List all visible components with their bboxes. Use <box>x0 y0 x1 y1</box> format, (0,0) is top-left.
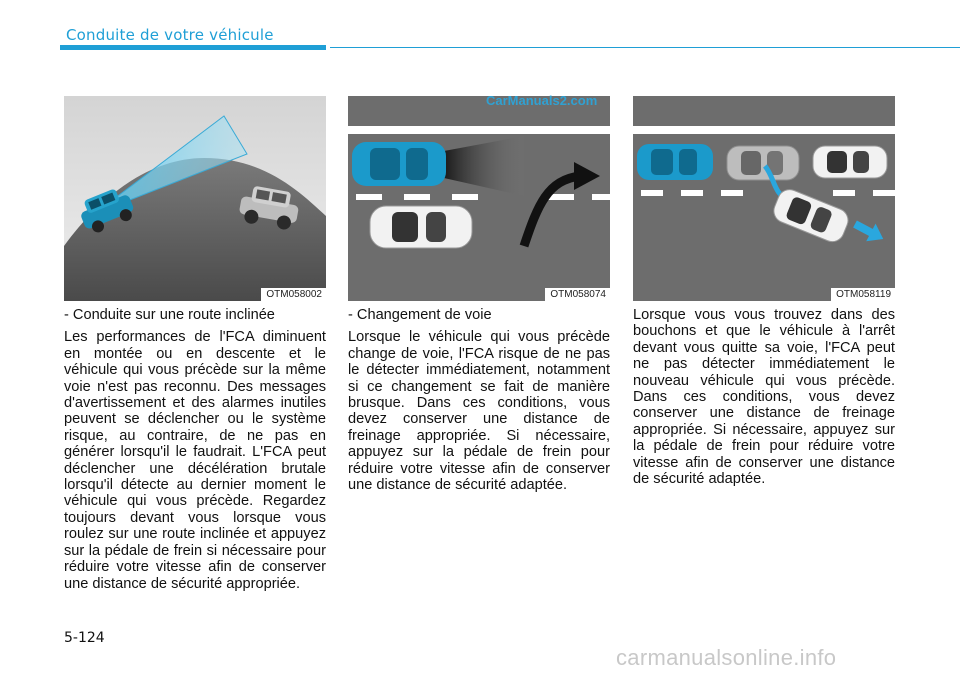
lead-car-lane-change-illustration <box>348 96 610 301</box>
figure-code: OTM058074 <box>545 288 610 301</box>
subhead-lane-change: - Changement de voie <box>348 307 492 323</box>
figure-traffic-jam <box>633 96 895 301</box>
car-on-incline-illustration <box>64 96 326 301</box>
figure-incline <box>64 96 326 301</box>
watermark-top: CarManuals2.com <box>486 93 598 108</box>
column-lane-change-text <box>348 307 610 499</box>
header-rule-thick <box>60 45 326 50</box>
figure-lane-change <box>348 96 610 301</box>
page-number: 5-124 <box>64 630 105 646</box>
header-rule-thin <box>330 47 960 48</box>
paragraph-traffic-jam: Lorsque vous vous trouvez dans des bouchons et que le véhicule à l'arrêt devant vous quitte sa voie, l'FCA peut ne pas détecter immédiatement le nouveau véhicule qui vous précède. Dans ces conditions, vous devez conserver une distance de freinage appropriée. Si nécessaire, appuyez sur la pédale de frein pour réduire votre vitesse afin de conserver une distance de sécurité adaptée. <box>633 307 895 488</box>
column-incline-text <box>64 307 326 598</box>
traffic-jam-lane-change-illustration <box>633 96 895 301</box>
figure-code: OTM058119 <box>831 288 895 301</box>
figure-code: OTM058002 <box>261 288 326 301</box>
column-traffic-jam-text <box>633 307 895 493</box>
page-header-title: Conduite de votre véhicule <box>66 26 274 44</box>
paragraph-incline: Les performances de l'FCA diminuent en montée ou en descente et le véhicule qui vous précède sur la même voie n'est pas reconnu. Des messages d'avertissement et des alarmes inutiles peuvent se déclencher ou le système risque, au contraire, de ne pas en générer lorsqu'il le faudrait. L'FCA peut déclencher une décélération brutale lorsqu'il détecte au dernier moment le véhicule qui vous précède. Regardez toujours devant vous lorsque vous roulez sur une route inclinée et appuyez sur la pédale de frein si nécessaire pour réduire votre vitesse afin de conserver une distance de sécurité appropriée. <box>64 329 326 592</box>
paragraph-lane-change: Lorsque le véhicule qui vous précède change de voie, l'FCA risque de ne pas le détecter immédiatement, notamment si ce changement se fait de manière brusque. Dans ces conditions, vous devez conserver une distance de freinage appropriée. Si nécessaire, appuyez sur la pédale de frein pour réduire votre vitesse afin de conserver une distance de sécurité adaptée. <box>348 329 610 494</box>
watermark-bottom: carmanualsonline.info <box>616 645 837 670</box>
subhead-incline: - Conduite sur une route inclinée <box>64 307 275 323</box>
